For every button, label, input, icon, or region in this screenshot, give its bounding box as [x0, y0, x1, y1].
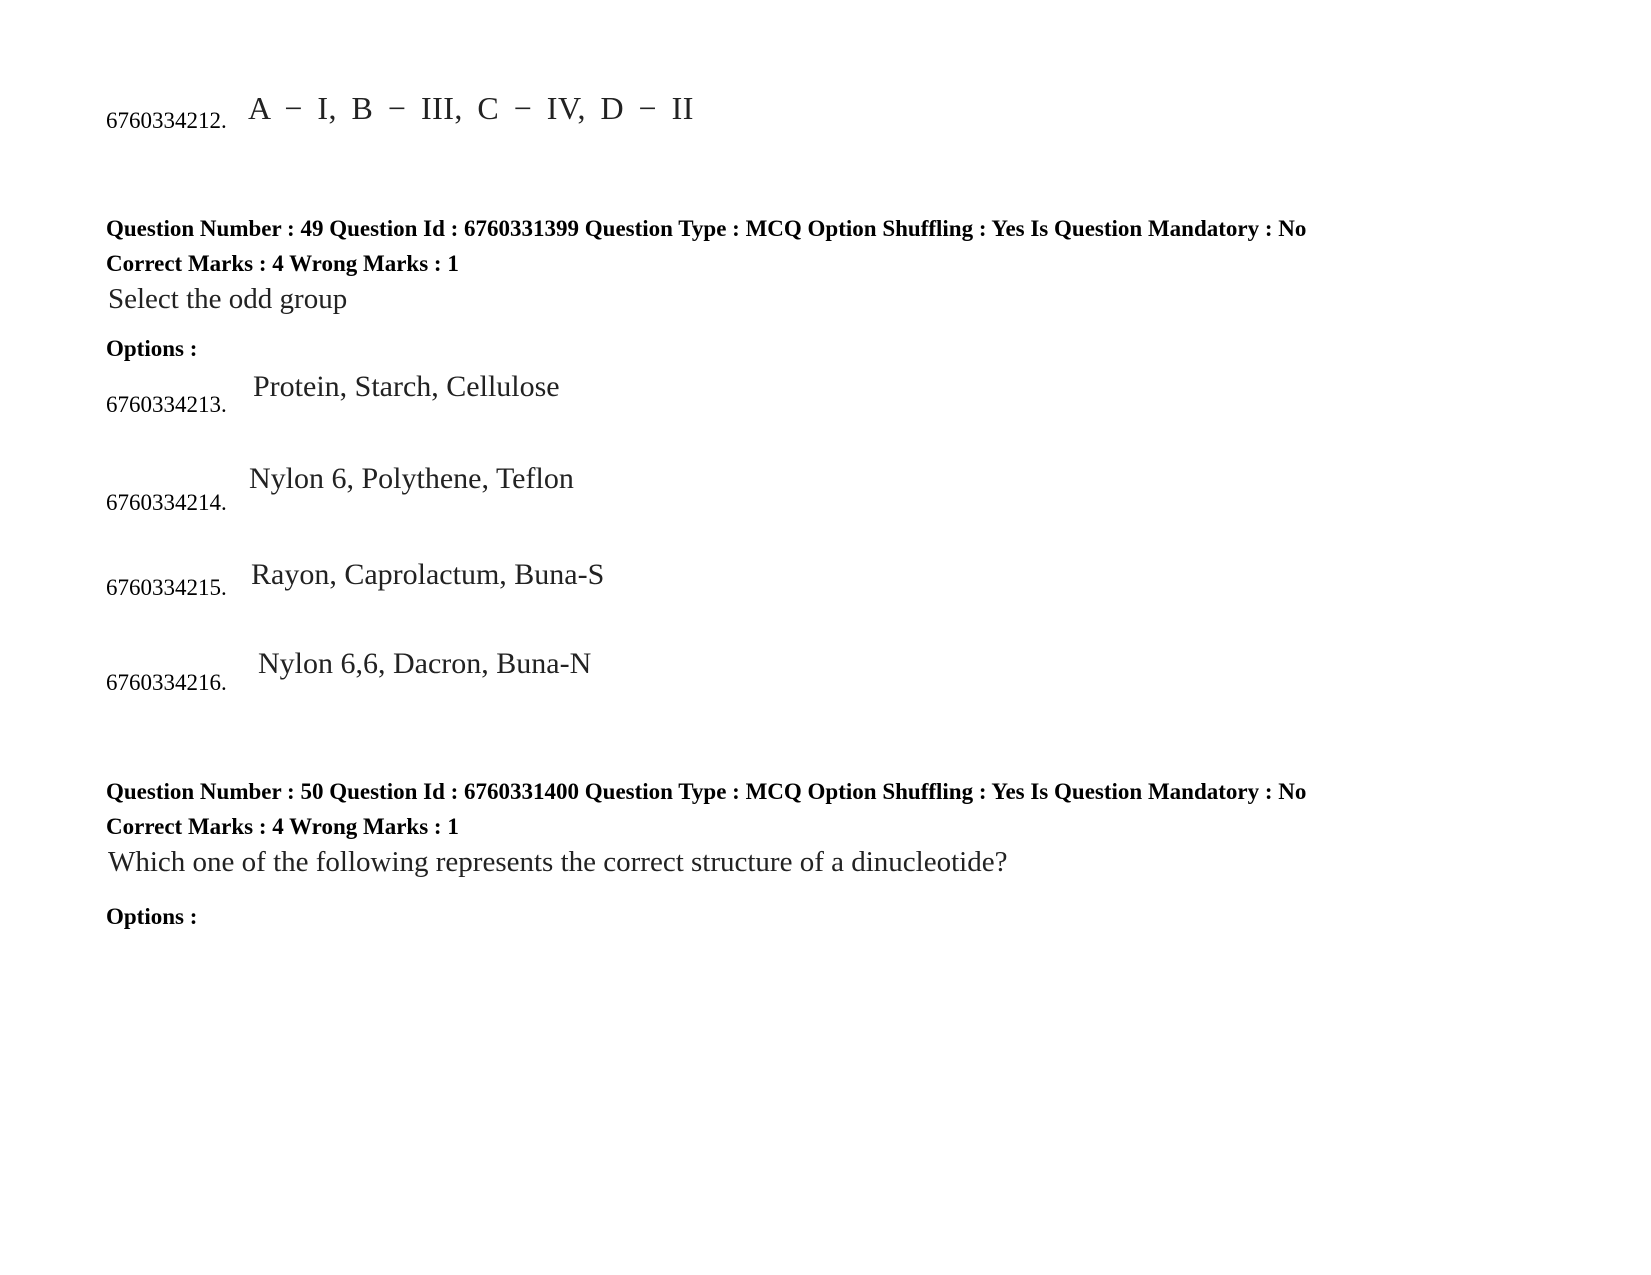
option-id: 6760334212.	[106, 108, 227, 133]
option-text: Rayon, Caprolactum, Buna-S	[251, 558, 605, 591]
question-marks-line: Correct Marks : 4 Wrong Marks : 1	[106, 814, 459, 839]
question-meta-line1: Question Number : 49 Question Id : 6760331399 Question Type : MCQ Option Shuffling : Yes Is Question Mandatory : No	[106, 216, 1307, 241]
option-id: 6760334214.	[106, 490, 227, 515]
option-id: 6760334215.	[106, 575, 227, 600]
option-id: 6760334213.	[106, 392, 227, 417]
question-meta-line1: Question Number : 50 Question Id : 6760331400 Question Type : MCQ Option Shuffling : Yes Is Question Mandatory : No	[106, 779, 1307, 804]
question-meta-50	[106, 774, 1306, 844]
question-stem-49: Select the odd group	[108, 283, 348, 315]
option-text: Nylon 6, Polythene, Teflon	[249, 462, 574, 495]
question-stem-50: Which one of the following represents the correct structure of a dinucleotide?	[108, 846, 1008, 878]
option-text: Protein, Starch, Cellulose	[253, 370, 560, 403]
options-label-50: Options :	[106, 904, 198, 929]
question-meta-49	[106, 211, 1306, 281]
option-text: A − I, B − III, C − IV, D − II	[248, 90, 694, 126]
option-text: Nylon 6,6, Dacron, Buna-N	[258, 647, 592, 680]
question-marks-line: Correct Marks : 4 Wrong Marks : 1	[106, 251, 459, 276]
option-id: 6760334216.	[106, 670, 227, 695]
options-label-49: Options :	[106, 336, 198, 361]
